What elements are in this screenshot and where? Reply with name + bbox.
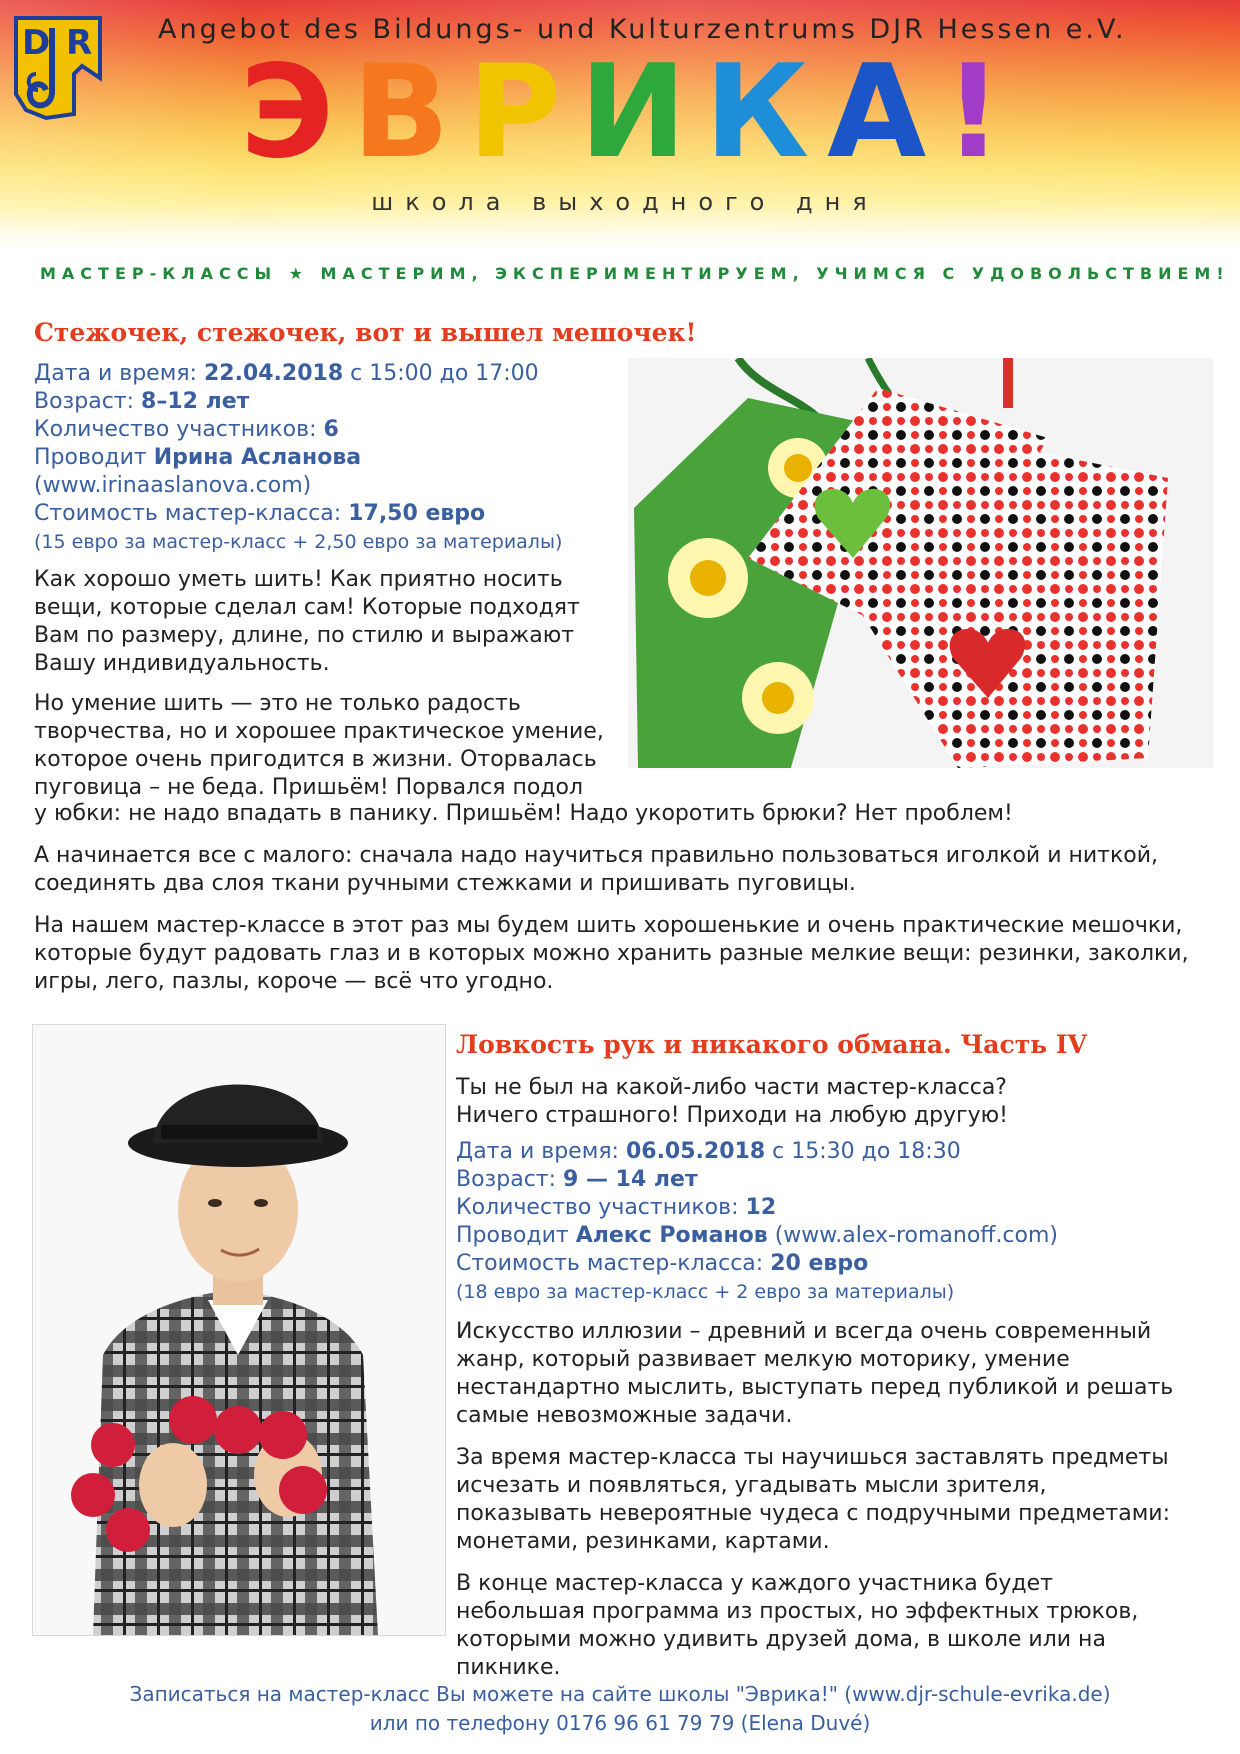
class2-age: 9 — 14 лет [563, 1167, 698, 1192]
tagline: МАСТЕР-КЛАССЫ ★ МАСТЕРИМ, ЭКСПЕРИМЕНТИРУЕМ, УЧИМСЯ С УДОВОЛЬСТВИЕМ! [40, 264, 1230, 283]
magician-photo [32, 1024, 446, 1636]
organization-line: Angebot des Bildungs- und Kulturzentrums DJR Hessen e.V. [158, 14, 1127, 45]
class2-price-line: Стоимость мастер-класса: 20 евро [456, 1251, 869, 1276]
class2-paragraph-3: В конце мастер-класса у каждого участника будет небольшая программа из простых, но эффектных трюков, которыми можно удивить друзей дома, в школе или на пикнике. [456, 1571, 1139, 1680]
footer-phone-line: или по телефону 0176 96 61 79 79 (Elena Duvé) [369, 1711, 871, 1735]
class2-count: 12 [745, 1195, 777, 1220]
title-letter: А [827, 38, 945, 187]
class2-lead-line: Проводит Алекс Романов (www.alex-romanoff.com) [456, 1223, 1059, 1248]
class1-price-line: Стоимость мастер-класса: 17,50 евро [34, 501, 486, 526]
djr-logo [12, 14, 104, 122]
class1-time: с 15:00 до 17:00 [343, 361, 539, 386]
class1-paragraph-2: Но умение шить — это не только радость творчества, но и хорошее практическое умение, которое очень пригодится в жизни. Оторвалась пуговица – не беда. Пришьём! Порвался подол [34, 691, 604, 800]
class1-date-line: Дата и время: 22.04.2018 с 15:00 до 17:00 [34, 361, 539, 386]
class1-paragraph-4: На нашем мастер-классе в этот раз мы будем шить хорошенькие и очень практические мешочки, которые будут радовать глаз и в которых можно хранить разные мелкие вещи: резинки, заколки, игры, лего, пазлы, короче — всё что угодно. [34, 913, 1189, 994]
title-letter: Р [467, 38, 580, 187]
class2-price-note: (18 евро за мастер-класс + 2 евро за материалы) [456, 1281, 955, 1303]
pouches-photo [628, 358, 1214, 768]
class2-date: 06.05.2018 [625, 1139, 766, 1164]
class2-age-line: Возраст: 9 — 14 лет [456, 1167, 698, 1192]
class1-paragraph-1: Как хорошо уметь шить! Как приятно носить вещи, которые сделал сам! Которые подходят Вам по размеру, длине, по стилю и выражают Вашу индивидуальность. [34, 567, 580, 676]
class2-lead: Алекс Романов [575, 1223, 768, 1248]
subtitle: школа выходного дня [371, 188, 879, 216]
header-banner [0, 0, 1240, 248]
title-letter: И [579, 38, 705, 187]
class2-price: 20 евро [770, 1251, 869, 1276]
title-letter: Э [240, 38, 352, 187]
class2-paragraph-2: За время мастер-класса ты научишься заставлять предметы исчезать и появляться, угадывать мысли зрителя, показывать невероятные чудеса с подручными предметами: монетами, резинками, картами. [456, 1445, 1171, 1554]
title-letter: В [351, 38, 468, 187]
class1-title: Стежочек, стежочек, вот и вышел мешочек! [34, 318, 697, 347]
class2-title: Ловкость рук и никакого обмана. Часть IV [456, 1030, 1087, 1059]
class2-paragraph-1: Искусство иллюзии – древний и всегда очень современный жанр, который развивает мелкую моторику, умение нестандартно мыслить, выступать перед публикой и решать самые невозможные задачи. [456, 1319, 1174, 1428]
footer [0, 1680, 1240, 1738]
class2-intro: Ты не был на какой-либо части мастер-класса? Ничего страшного! Приходи на любую другую! [456, 1075, 1008, 1128]
class1-age-line: Возраст: 8–12 лет [34, 389, 250, 414]
class1-lead-line: Проводит Ирина Асланова [34, 445, 362, 470]
class2-info [456, 1138, 1216, 1306]
class1-info [34, 360, 634, 556]
svg-text:R: R [66, 23, 93, 63]
class1-date: 22.04.2018 [203, 361, 344, 386]
class1-lead: Ирина Асланова [153, 445, 362, 470]
title-letter: К [704, 38, 828, 187]
footer-signup-line[interactable]: Записаться на мастер-класс Вы можете на сайте школы "Эврика!" (www.djr-schule-evrika.de) [129, 1682, 1111, 1706]
class2-date-line: Дата и время: 06.05.2018 с 15:30 до 18:30 [456, 1139, 961, 1164]
class1-count: 6 [323, 417, 339, 442]
title-letter: ! [944, 38, 1021, 187]
class1-price: 17,50 евро [348, 501, 486, 526]
class2-time: 15:30 до 18:30 [791, 1139, 961, 1164]
class1-site-link[interactable]: (www.irinaaslanova.com) [34, 473, 312, 498]
class2-count-line: Количество участников: 12 [456, 1195, 777, 1220]
svg-text:D: D [22, 23, 51, 63]
class1-count-line: Количество участников: 6 [34, 417, 339, 442]
page-title [240, 38, 1040, 187]
class1-price-note: (15 евро за мастер-класс + 2,50 евро за материалы) [34, 531, 563, 553]
class1-age: 8–12 лет [141, 389, 250, 414]
class2-site-link[interactable]: (www.alex-romanoff.com) [767, 1223, 1059, 1248]
class1-paragraph-2-cont: у юбки: не надо впадать в панику. Пришьём! Надо укоротить брюки? Нет проблем! [34, 801, 1013, 826]
class1-paragraph-3: А начинается все с малого: сначала надо научиться правильно пользоваться иголкой и ниткой, соединять два слоя ткани ручными стежками и пришивать пуговицы. [34, 843, 1159, 896]
